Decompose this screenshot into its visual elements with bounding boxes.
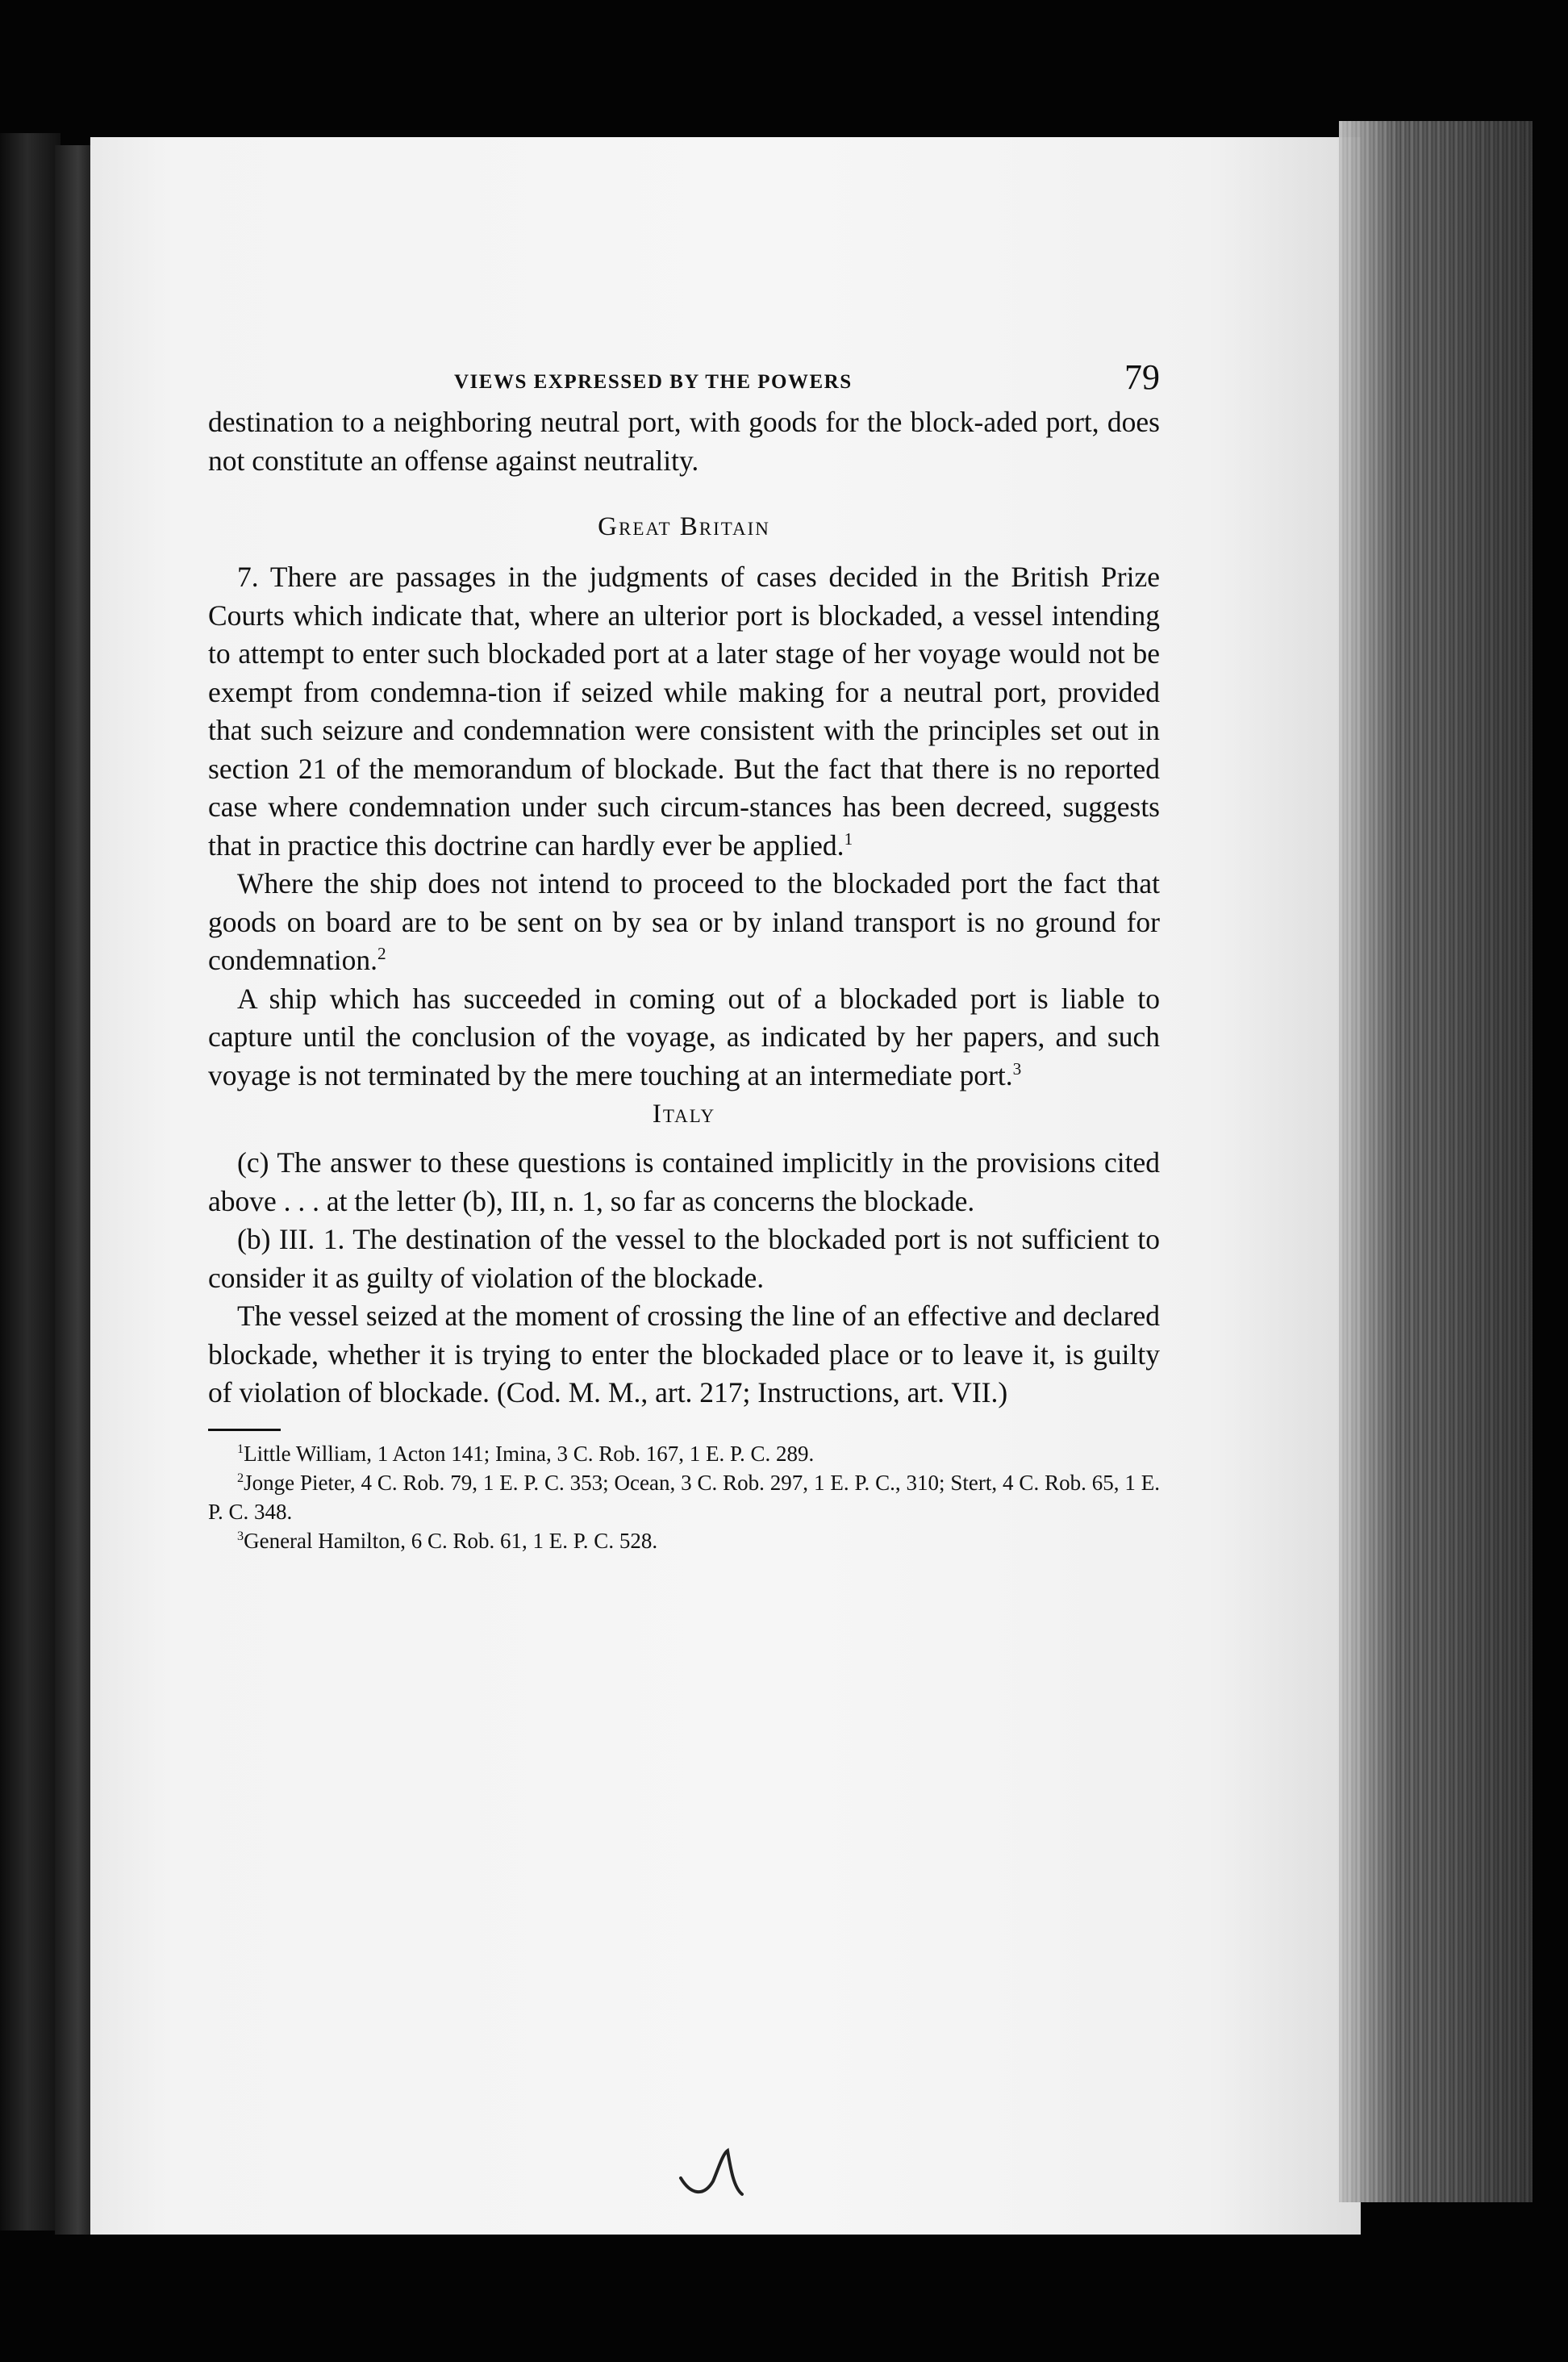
- page-content: [208, 347, 1160, 1555]
- left-page-edge: [55, 145, 94, 2235]
- section-title-great-britain: Great Britain: [598, 512, 770, 541]
- running-head: VIEWS EXPRESSED BY THE POWERS: [454, 371, 853, 393]
- opening-paragraph: destination to a neighboring neutral port, with goods for the block-aded port, does not constitute an offense against neutrality.: [208, 406, 1160, 477]
- footnote: $^2$Jonge Pieter, 4 C. Rob. 79, 1 E. P. C. 353; Ocean, 3 C. Rob. 297, 1 E. P. C., 310; Stert, 4 C. Rob. 65, 1 E. P. C. 348.: [208, 1470, 1160, 1524]
- paragraph-it-1: (c) The answer to these questions is contained implicitly in the provisions cited above . . . at the letter (b), III, n. 1, so far as concerns the blockade.: [208, 1146, 1160, 1217]
- paragraph-it-2: (b) III. 1. The destination of the vessel to the blockaded port is not sufficient to consider it as guilty of violation of the blockade.: [208, 1223, 1160, 1294]
- page-stack-shading: [1339, 121, 1533, 2202]
- book-spine-shadow: [0, 133, 60, 2231]
- paragraph-gb-3: A ship which has succeeded in coming out of a blockaded port is liable to capture until the conclusion of the voyage, as indicated by her papers, and such voyage is not terminated by the mere touching at an intermediate port.$^3$: [208, 982, 1160, 1091]
- footnote-ref: 1: [844, 828, 853, 849]
- footnote-ref: 2: [377, 944, 386, 964]
- handwritten-mark-icon: [674, 2146, 763, 2202]
- footnote-ref: 3: [1012, 1058, 1022, 1079]
- page-header: [208, 347, 1160, 403]
- paragraph-gb-1: 7. There are passages in the judgments of cases decided in the British Prize Courts which indicate that, where an ulterior port is blockaded, a vessel intending to attempt to enter such blockaded port at a later stage of her voyage would not be exempt from condemna-tion if seized while making for a neutral port, provided that such seizure and condemnation were consistent with the principles set out in section 21 of the memorandum of blockade. But the fact that there is no reported case where condemnation under such circum-stances has been decreed, suggests that in practice this doctrine can hardly ever be applied.$^1$: [208, 561, 1160, 862]
- footnote: $^3$General Hamilton, 6 C. Rob. 61, 1 E. P. C. 528.: [237, 1528, 658, 1553]
- page-number: 79: [1124, 357, 1160, 397]
- footnote: $^1$Little William, 1 Acton 141; Imina, 3 C. Rob. 167, 1 E. P. C. 289.: [237, 1441, 815, 1466]
- section-title-italy: Italy: [652, 1100, 716, 1129]
- footnote-rule: [208, 1429, 281, 1431]
- paragraph-it-3: The vessel seized at the moment of crossing the line of an effective and declared blockade, whether it is trying to enter the blockaded place or to leave it, is guilty of violation of blockade. (Cod. M. M., art. 217; Instructions, art. VII.): [208, 1300, 1160, 1408]
- paragraph-gb-2: Where the ship does not intend to proceed to the blockaded port the fact that goods on board are to be sent on by sea or by inland transport is no ground for condemnation.$^2$: [208, 867, 1160, 976]
